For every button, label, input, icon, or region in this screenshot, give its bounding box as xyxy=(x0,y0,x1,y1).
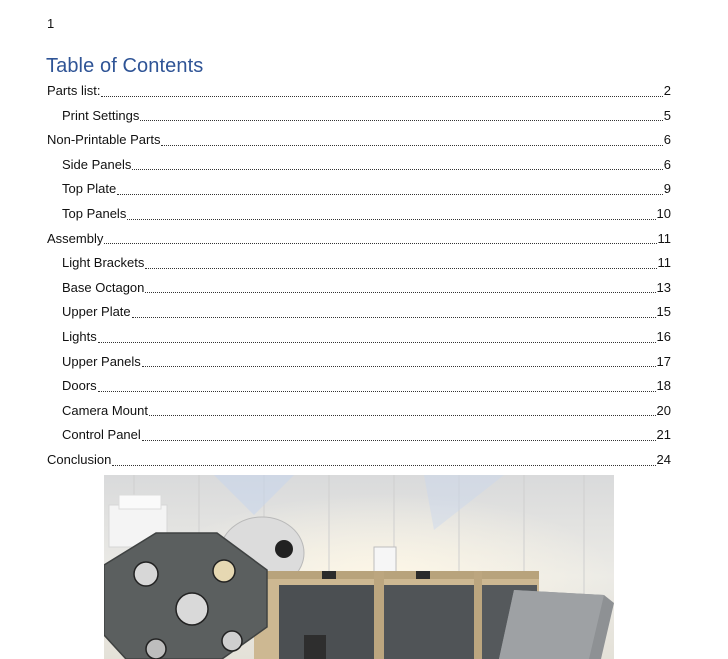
toc-entry-page: 18 xyxy=(656,378,671,394)
toc-dot-leader xyxy=(127,218,655,220)
toc-entry-label: Base Octagon xyxy=(62,279,145,295)
toc-dot-leader xyxy=(140,119,662,121)
toc-entry-label: Parts list: xyxy=(47,83,101,98)
toc-entry-page: 6 xyxy=(663,132,671,148)
toc-entry-label: Side Panels xyxy=(62,156,132,172)
toc-entry[interactable] xyxy=(47,104,671,129)
toc-dot-leader xyxy=(101,95,662,97)
toc-dot-leader xyxy=(145,291,655,293)
toc-entry-label: Upper Panels xyxy=(62,353,141,369)
toc-entry-label: Control Panel xyxy=(62,427,141,443)
toc-dot-leader xyxy=(98,390,656,392)
page-number: 1 xyxy=(47,16,55,31)
toc-entry[interactable] xyxy=(47,202,671,227)
toc-entry[interactable] xyxy=(47,350,671,375)
toc-entry-page: 2 xyxy=(663,83,671,98)
toc-entry-label: Upper Plate xyxy=(62,304,131,320)
toc-entry-label: Doors xyxy=(62,378,97,394)
toc-entry[interactable] xyxy=(47,79,671,104)
toc-entry-label: Conclusion xyxy=(47,451,112,467)
toc-dot-leader xyxy=(142,365,656,367)
toc-entry[interactable] xyxy=(47,276,671,301)
toc-entry[interactable] xyxy=(47,251,671,276)
toc-dot-leader xyxy=(112,464,655,466)
toc-dot-leader xyxy=(104,242,656,244)
toc-entry-label: Light Brackets xyxy=(62,255,145,271)
toc-entry[interactable] xyxy=(47,227,671,252)
toc-entry-page: 6 xyxy=(663,156,671,172)
toc-entry-label: Assembly xyxy=(47,230,104,246)
toc-entry-page: 21 xyxy=(656,427,671,443)
toc-entry-page: 11 xyxy=(657,255,671,271)
toc-dot-leader xyxy=(117,193,663,195)
toc-entry-page: 11 xyxy=(657,230,671,246)
toc-dot-leader xyxy=(132,168,662,170)
toc-entry-label: Non-Printable Parts xyxy=(47,132,161,148)
toc-entry-label: Camera Mount xyxy=(62,402,148,418)
toc-dot-leader xyxy=(145,267,656,269)
toc-entry-label: Print Settings xyxy=(62,107,140,123)
toc-entry-label: Lights xyxy=(62,328,97,344)
toc-entry-page: 13 xyxy=(656,279,671,295)
toc-entry[interactable] xyxy=(47,153,671,178)
toc-entry-page: 15 xyxy=(656,304,671,320)
toc-dot-leader xyxy=(142,439,656,441)
toc-entry-label: Top Panels xyxy=(62,205,127,221)
toc-entry[interactable] xyxy=(47,423,671,448)
toc-entry-page: 5 xyxy=(663,107,671,123)
assembly-photo xyxy=(104,475,614,659)
toc-dot-leader xyxy=(149,414,656,416)
toc-dot-leader xyxy=(132,316,656,318)
toc-entry[interactable] xyxy=(47,128,671,153)
toc-dot-leader xyxy=(98,341,656,343)
toc-entry-label: Top Plate xyxy=(62,181,117,197)
table-of-contents xyxy=(47,79,671,473)
toc-entry-page: 10 xyxy=(656,205,671,221)
toc-entry-page: 20 xyxy=(656,402,671,418)
toc-entry-page: 9 xyxy=(663,181,671,197)
toc-entry[interactable] xyxy=(47,325,671,350)
toc-entry[interactable] xyxy=(47,448,671,473)
toc-dot-leader xyxy=(161,144,662,146)
toc-entry-page: 16 xyxy=(656,328,671,344)
toc-entry[interactable] xyxy=(47,399,671,424)
toc-entry-page: 17 xyxy=(656,353,671,369)
toc-title: Table of Contents xyxy=(46,55,204,77)
toc-entry[interactable] xyxy=(47,300,671,325)
toc-entry[interactable] xyxy=(47,177,671,202)
toc-entry-page: 24 xyxy=(656,451,671,467)
toc-entry[interactable] xyxy=(47,374,671,399)
